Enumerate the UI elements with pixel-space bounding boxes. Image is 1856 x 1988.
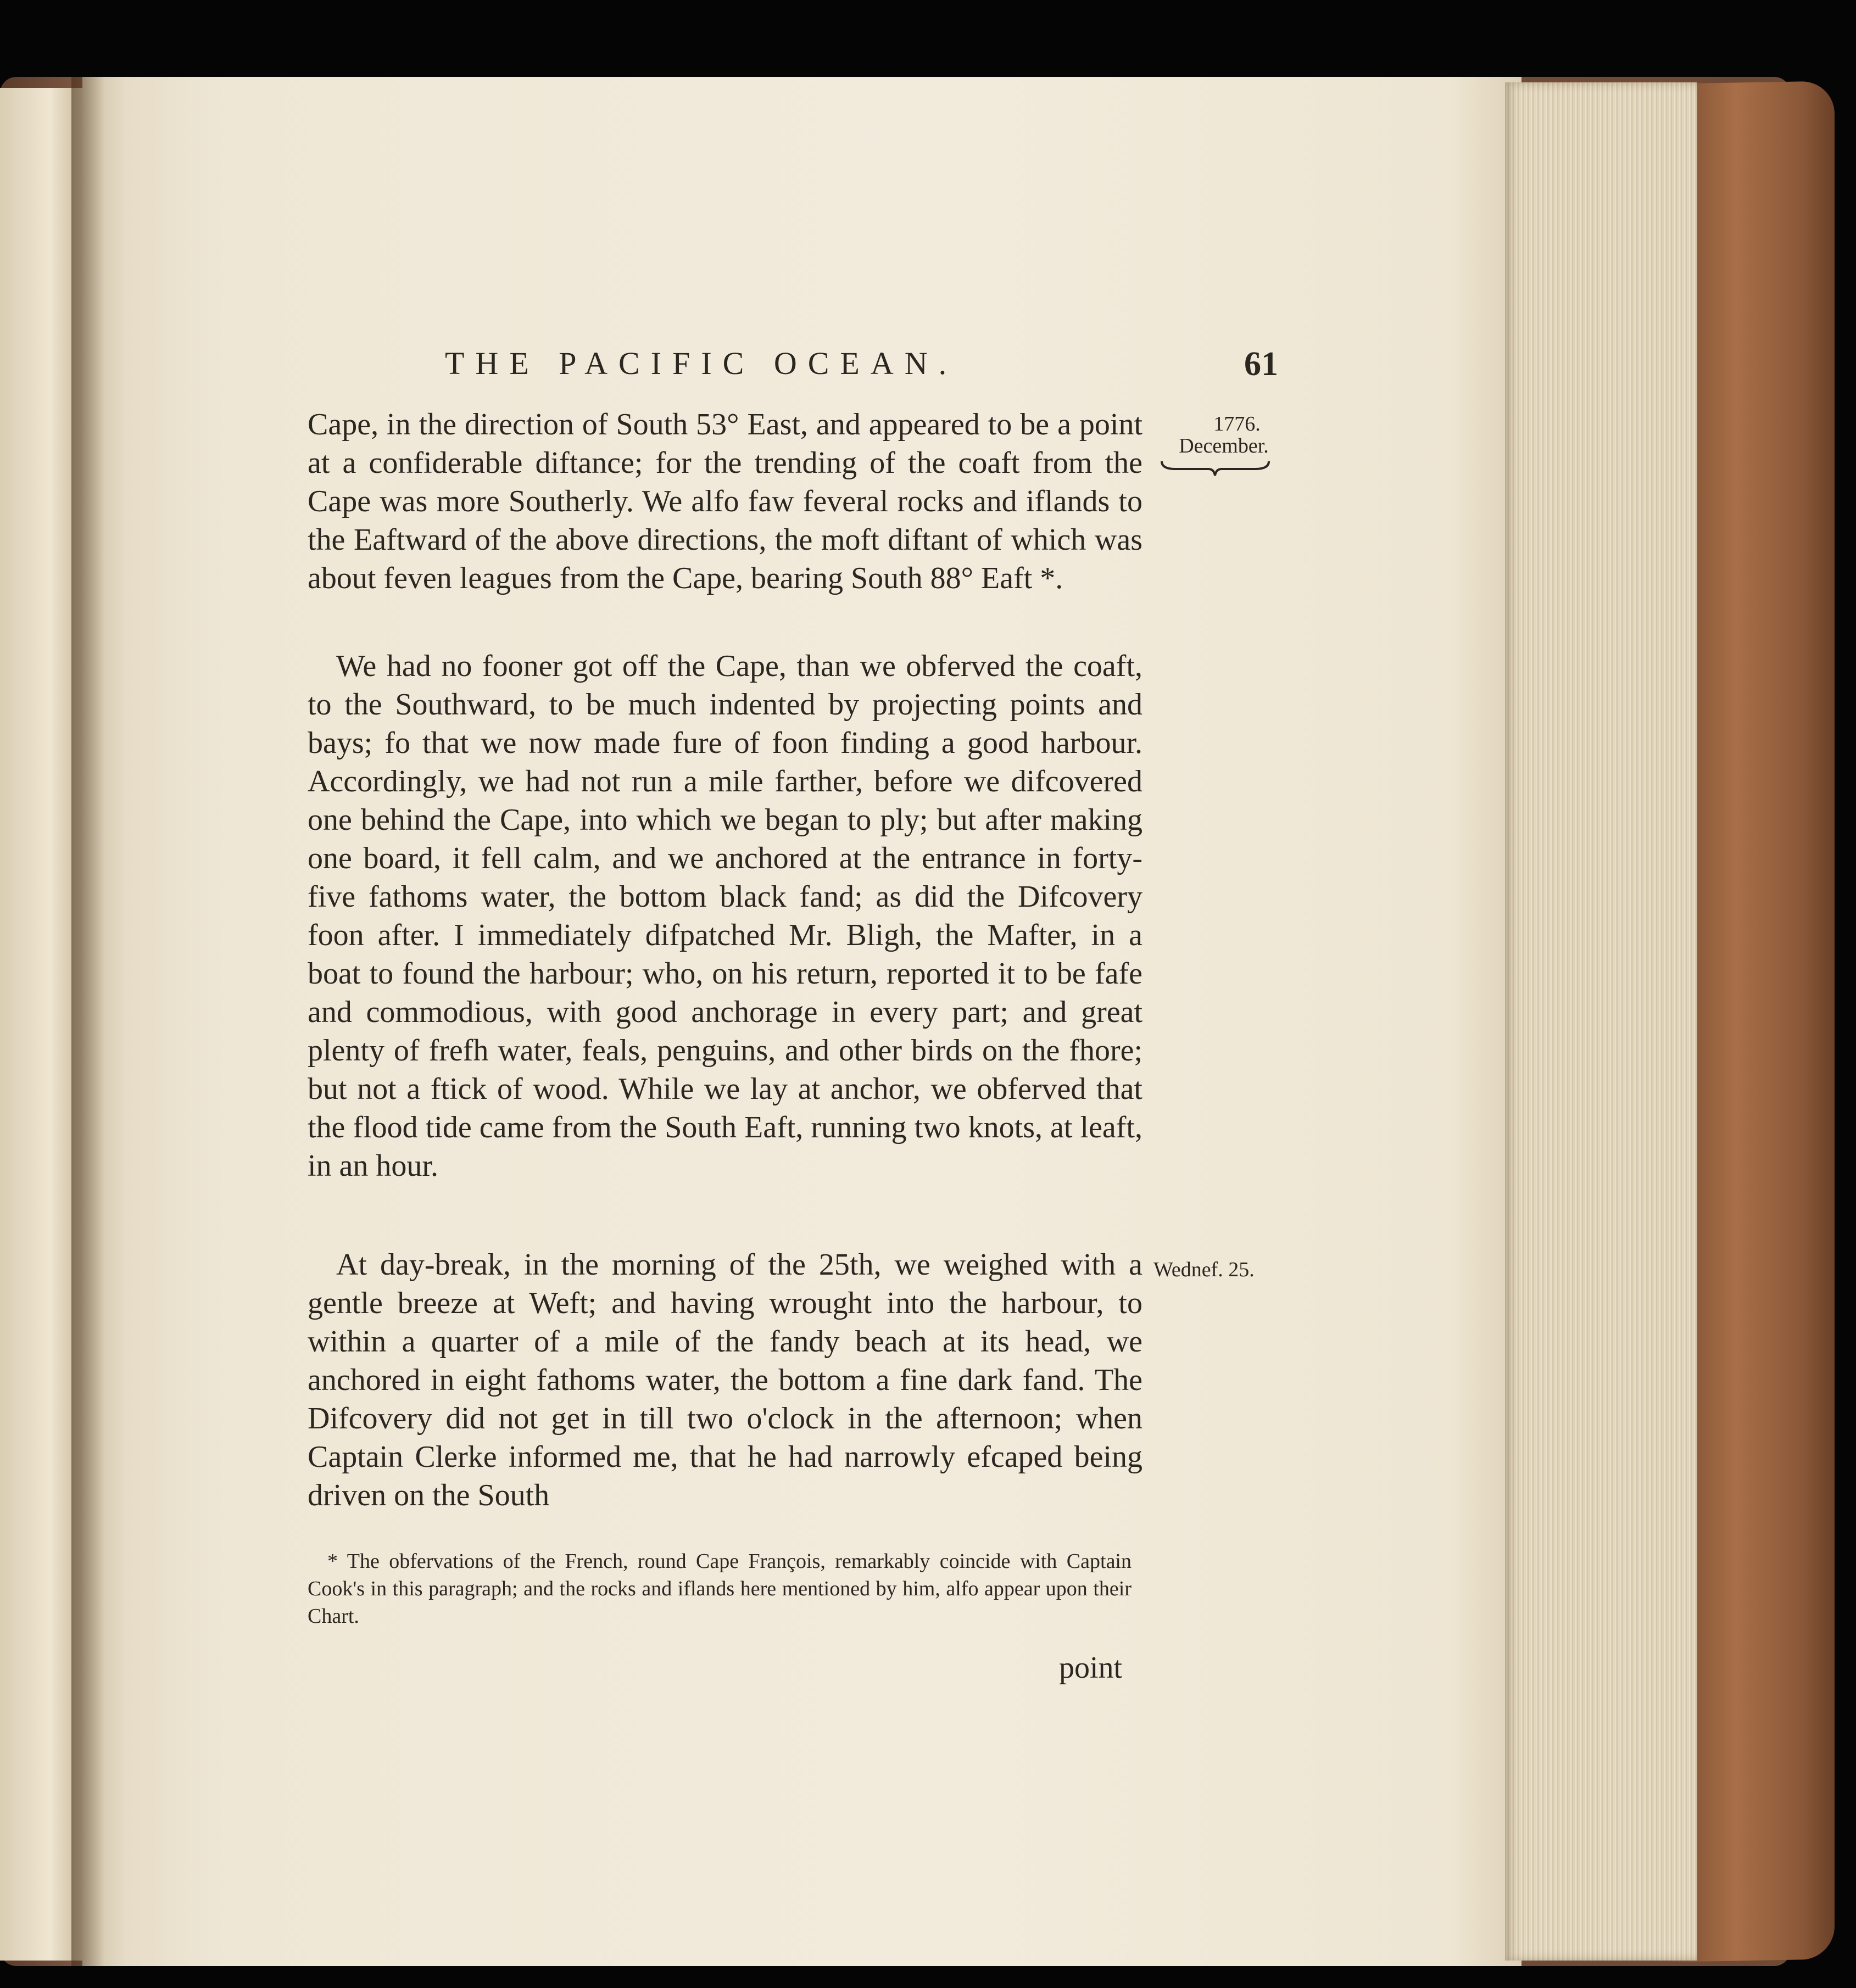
catchword: point: [1059, 1651, 1123, 1685]
paragraph-text: Cape, in the direction of South 53° East, and appeared to be a point at a confiderable diftance; for the trending of the coaft from the Cape was more Southerly. We alfo faw feveral rocks and iflands to the Eaftward of the above directions, the moft diftant of which was about feven leagues from the Cape, bearing South 88° Eaft *.: [308, 407, 1142, 595]
paragraph-3: [308, 1246, 1142, 1515]
running-head: THE PACIFIC OCEAN.: [445, 345, 958, 381]
page-number: 61: [1244, 345, 1278, 383]
margin-brace-icon: [1159, 457, 1272, 479]
margin-note-date: Wednef. 25.: [1153, 1258, 1255, 1281]
paragraph-text: We had no fooner got off the Cape, than we obferved the coaft, to the Southward, to be much indented by projecting points and bays; fo that we now made fure of foon finding a good harbour. Accordingly, we had not run a mile farther, before we difcovered one behind the Cape, into which we began to ply; but after making one board, it fell calm, and we anchored at the entrance in forty-five fathoms water, the bottom black fand; as did the Difcovery foon after. I immediately difpatched Mr. Bligh, the Mafter, in a boat to found the harbour; who, on his return, reported it to be fafe and commodious, with good anchorage in every part; and great plenty of frefh water, feals, penguins, and other birds on the fhore; but not a ftick of wood. While we lay at anchor, we obferved that the flood tide came from the South Eaft, running two knots, at leaft, in an hour.: [308, 649, 1142, 1183]
page-block-edges: [1505, 82, 1697, 1961]
paragraph-2: [308, 647, 1142, 1185]
paragraph-text: At day-break, in the morning of the 25th, we weighed with a gentle breeze at Weft; and having wrought into the harbour, to within a quarter of a mile of the fandy beach at its head, we anchored in eight fathoms water, the bottom a fine dark fand. The Difcovery did not get in till two o'clock in the afternoon; when Captain Clerke informed me, that he had narrowly efcaped being driven on the South: [308, 1248, 1142, 1512]
footnote: [308, 1548, 1132, 1630]
left-page-edge: [0, 88, 82, 1961]
gutter-shadow: [71, 77, 104, 1966]
footnote-text: * The obfervations of the French, round Cape François, remarkably coincide with Captain Cook's in this paragraph; and the rocks and iflands here mentioned by him, alfo appear upon their Chart.: [308, 1550, 1132, 1628]
margin-note-year: 1776.: [1213, 412, 1261, 435]
paragraph-1: [308, 405, 1142, 597]
margin-note-month: December.: [1179, 434, 1269, 457]
